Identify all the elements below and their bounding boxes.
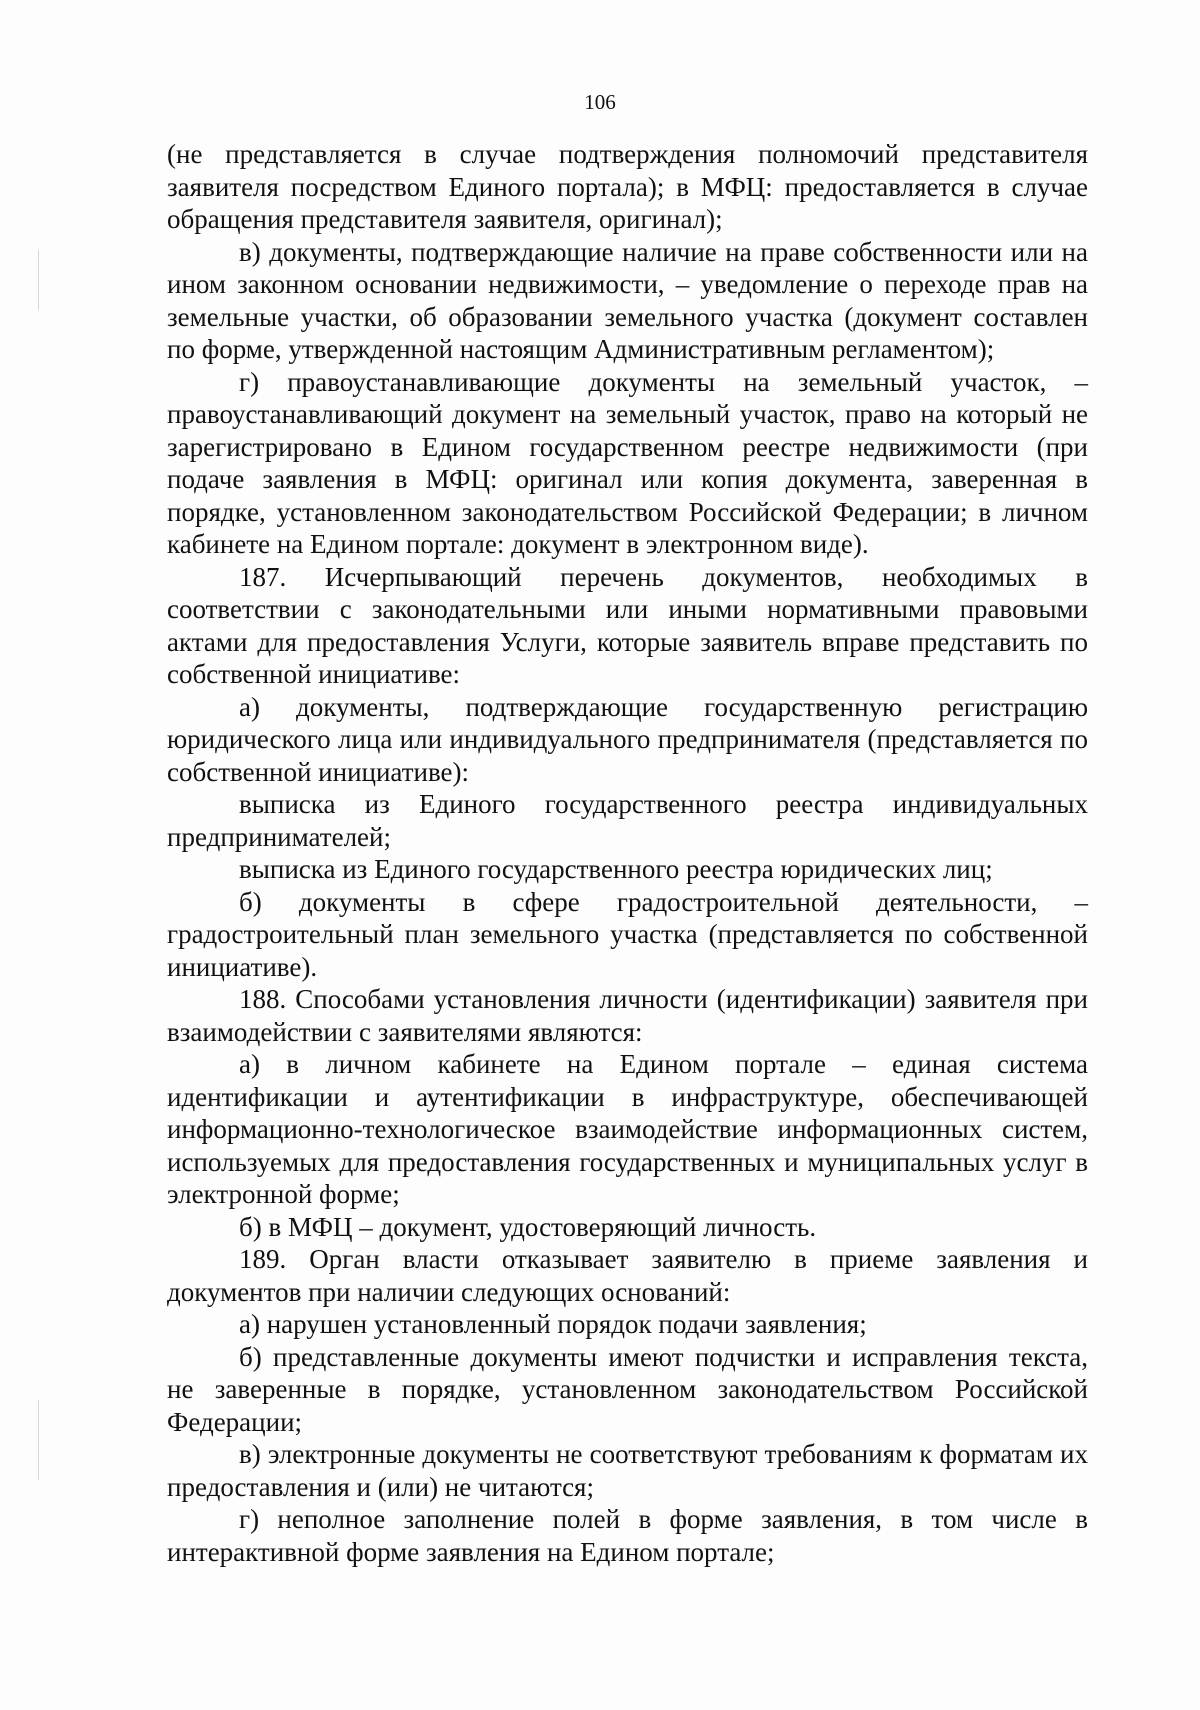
- scan-artifact: [38, 1400, 39, 1480]
- paragraph: 189. Орган власти отказывает заявителю в приеме заявления и документов при наличии следующих оснований:: [167, 1244, 1088, 1307]
- paragraph: б) в МФЦ – документ, удостоверяющий личность.: [239, 1211, 817, 1242]
- paragraph: (не представляется в случае подтверждения полномочий представителя заявителя посредством Единого портала); в МФЦ: предоставляется в случае обращения представителя заявителя, оригинал);: [167, 139, 1088, 234]
- paragraph: 187. Исчерпывающий перечень документов, необходимых в соответствии с законодательными или иными нормативными правовыми актами для предоставления Услуги, которые заявитель вправе представить по собственной инициативе:: [167, 561, 1088, 689]
- paragraph: б) представленные документы имеют подчистки и исправления текста, не заверенные в порядке, установленном законодательством Российской Федерации;: [167, 1341, 1088, 1437]
- paragraph: в) электронные документы не соответствуют требованиям к форматам их предоставления и (или) не читаются;: [167, 1439, 1088, 1502]
- scan-artifact: [38, 250, 39, 310]
- paragraph: 188. Способами установления личности (идентификации) заявителя при взаимодействии с заявителями являются:: [167, 984, 1088, 1047]
- paragraph: б) документы в сфере градостроительной деятельности, – градостроительный план земельного участка (представляется по собственной инициативе).: [167, 886, 1088, 982]
- page-number: 106: [584, 90, 616, 114]
- paragraph: а) документы, подтверждающие государственную регистрацию юридического лица или индивидуального предпринимателя (представляется по собственной инициативе):: [167, 691, 1088, 787]
- paragraph: г) неполное заполнение полей в форме заявления, в том числе в интерактивной форме заявления на Едином портале;: [167, 1504, 1088, 1567]
- paragraph: выписка из Единого государственного реестра юридических лиц;: [239, 854, 993, 884]
- paragraph: а) нарушен установленный порядок подачи заявления;: [239, 1309, 867, 1339]
- paragraph: в) документы, подтверждающие наличие на праве собственности или на ином законном основании недвижимости, – уведомление о переходе прав на земельные участки, об образовании земельного участка (документ составлен по форме, утвержденной настоящим Административным регламентом);: [167, 236, 1088, 364]
- document-body: [167, 138, 1088, 1568]
- paragraph: а) в личном кабинете на Едином портале – единая система идентификации и аутентификации в инфраструктуре, обеспечивающей информационно-технологическое взаимодействие информационных систем, используемых для предоставления государственных и муниципальных услуг в электронной форме;: [167, 1049, 1088, 1209]
- paragraph: выписка из Единого государственного реестра индивидуальных предпринимателей;: [167, 789, 1088, 852]
- paragraph: г) правоустанавливающие документы на земельный участок, – правоустанавливающий документ на земельный участок, право на который не зарегистрировано в Едином государственном реестре недвижимости (при подаче заявления в МФЦ: оригинал или копия документа, заверенная в порядке, установленном законодательством Российской Федерации; в личном кабинете на Едином портале: документ в электронном виде).: [167, 366, 1088, 559]
